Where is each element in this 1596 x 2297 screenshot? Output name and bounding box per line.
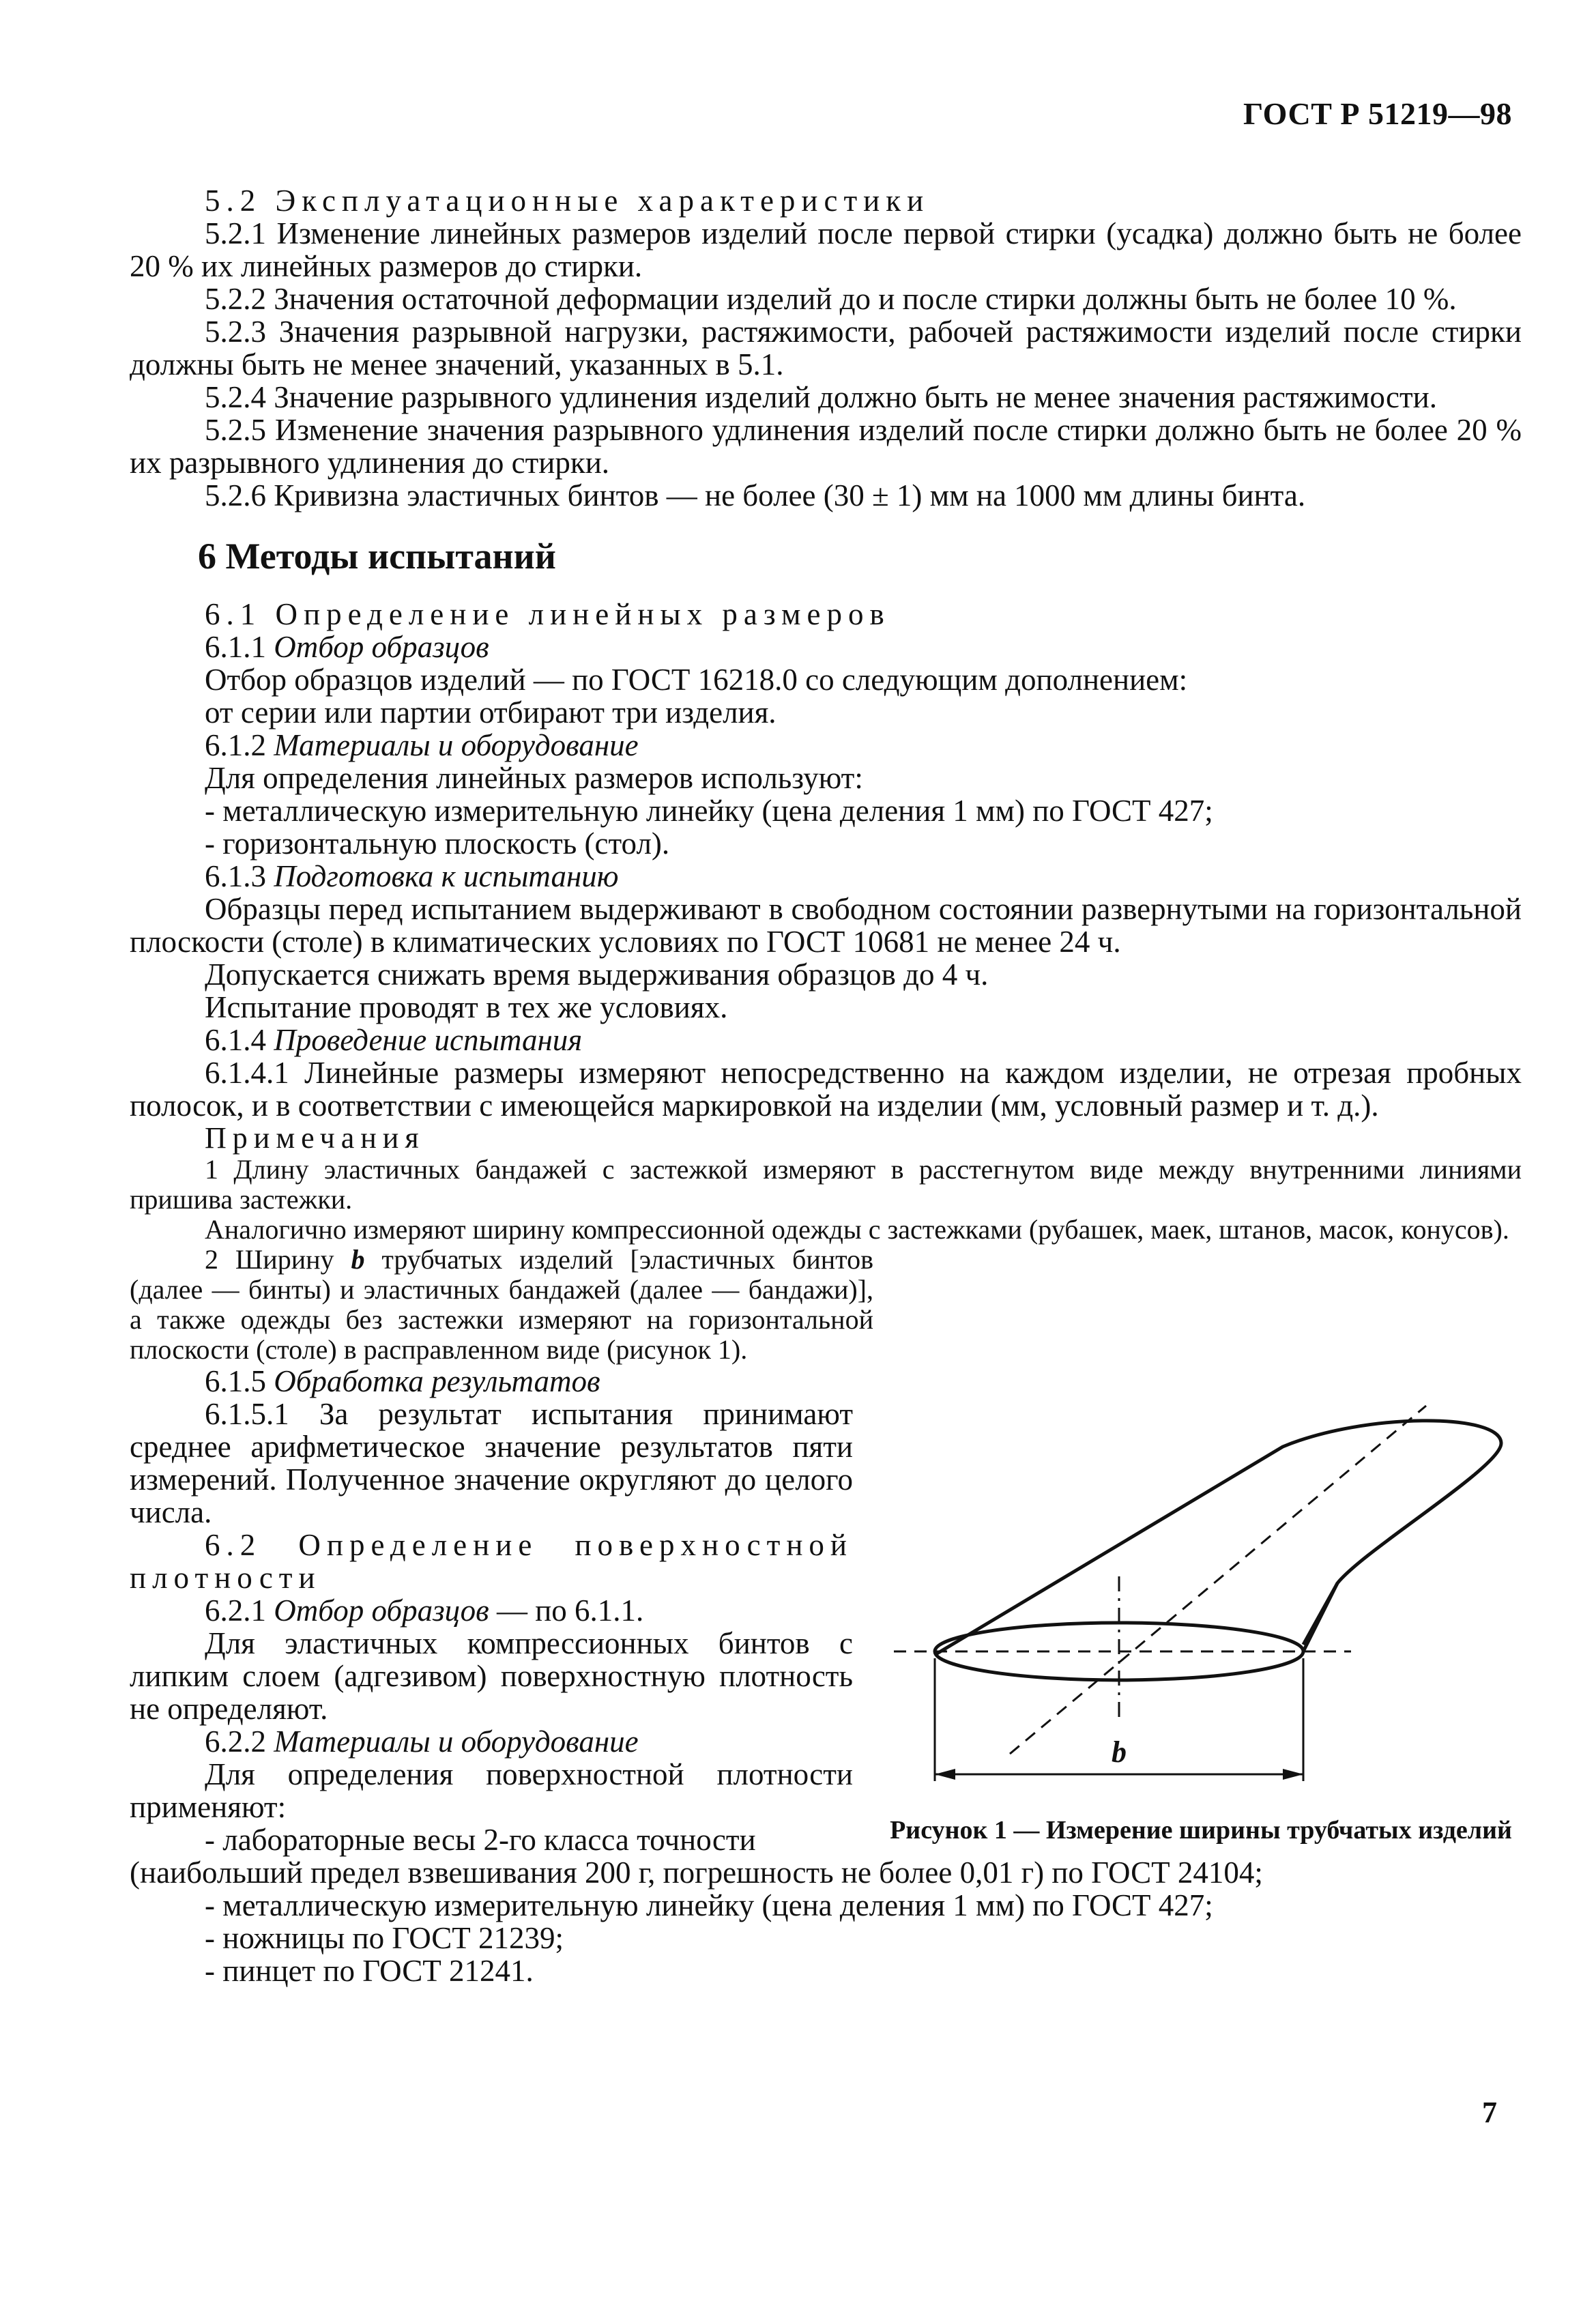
clause-title: Материалы и оборудование [274, 728, 639, 762]
paragraph-6-1-1-a: Отбор образцов изделий — по ГОСТ 16218.0 со следующим дополнением: [205, 663, 1188, 697]
clause-number: 6.1.2 [205, 728, 274, 762]
clause-6-2-1 [130, 1594, 853, 1627]
paragraph-6-2-2: Для определения поверхностной плотности применяют: [130, 1757, 853, 1824]
note-2-symbol: b [351, 1244, 365, 1275]
subsection-title-6-2: 6.2 Определение поверхностной плотности [130, 1528, 853, 1595]
clause-title: Отбор образцов [274, 630, 489, 664]
clause-number: 6.1.3 [205, 859, 274, 893]
clause-6-1-1 [130, 631, 1522, 663]
clause-6-2-2 [130, 1725, 853, 1758]
list-item: - металлическую измерительную линейку (цена деления 1 мм) по ГОСТ 427; [205, 1888, 1213, 1922]
note-2-text: трубчатых изделий [эластичных бинтов (далее — бинты) и эластичных бандажей (далее — бандажи)], а также одежды без застежки измеряют на горизонтальной плоскости (столе) в расправленном виде (рисунок 1). [130, 1244, 873, 1365]
note-1-continued: Аналогично измеряют ширину компрессионной одежды с застежками (рубашек, маек, штанов, масок, конусов). [205, 1214, 1509, 1245]
list-item: - пинцет по ГОСТ 21241. [205, 1954, 534, 1988]
page-number: 7 [1482, 2096, 1497, 2129]
figure-1 [887, 1372, 1515, 1877]
note-2 [130, 1245, 873, 1365]
note-1: 1 Длину эластичных бандажей с застежкой измеряют в расстегнутом виде между внутренними линиями пришива застежки. [130, 1154, 1522, 1215]
paragraph-6-1-5-1: 6.1.5.1 За результат испытания принимают среднее арифметическое значение результатов пяти измерений. Полученное значение округляют до целого числа. [130, 1397, 853, 1529]
clause-title: Обработка результатов [274, 1364, 600, 1398]
list-item: - лабораторные весы 2-го класса точности [205, 1823, 756, 1857]
note-2-lead: 2 Ширину [205, 1244, 351, 1275]
paragraph-5-2-4: 5.2.4 Значение разрывного удлинения изделий должно быть не менее значения растяжимости. [205, 380, 1437, 414]
clause-number: 6.2.1 [205, 1593, 274, 1628]
paragraph-6-1-4-1: 6.1.4.1 Линейные размеры измеряют непосредственно на каждом изделии, не отрезая пробных полосок, и в соответствии с имеющейся маркировкой на изделии (мм, условный размер и т. д.). [130, 1056, 1522, 1123]
list-item-continued: (наибольший предел взвешивания 200 г, погрешность не более 0,01 г) по ГОСТ 24104; [130, 1855, 1263, 1890]
clause-title: Проведение испытания [274, 1023, 583, 1057]
subsection-title-5-2: 5.2 Эксплуатационные характеристики [205, 184, 930, 218]
dimension-arrow-left [935, 1769, 955, 1780]
dimension-arrow-right [1283, 1769, 1303, 1780]
paragraph-6-2-1: Для эластичных компрессионных бинтов с липким слоем (адгезивом) поверхностную плотность не определяют. [130, 1626, 853, 1726]
clause-number: 6.1.1 [205, 630, 274, 664]
paragraph-6-1-2: Для определения линейных размеров используют: [205, 761, 863, 795]
tube-width-diagram [887, 1372, 1515, 1808]
paragraph-5-2-3: 5.2.3 Значения разрывной нагрузки, растяжимости, рабочей растяжимости изделий после стирки должны быть не менее значений, указанных в 5.1. [130, 315, 1522, 381]
notes-title: Примечания [205, 1121, 425, 1155]
section-title-6: 6 Методы испытаний [198, 536, 556, 577]
clause-number: 6.2.2 [205, 1724, 274, 1759]
clause-number: 6.1.4 [205, 1023, 274, 1057]
axis-line [1010, 1406, 1426, 1754]
clause-6-1-4 [130, 1024, 1522, 1056]
left-column [130, 1365, 853, 1856]
clause-6-1-3 [130, 860, 1522, 893]
paragraph-6-1-3-a: Образцы перед испытанием выдерживают в свободном состоянии развернутыми на горизонтальной плоскости (столе) в климатических условиях по ГОСТ 10681 не менее 24 ч. [130, 892, 1522, 959]
clause-title: Подготовка к испытанию [274, 859, 619, 893]
paragraph-5-2-5: 5.2.5 Изменение значения разрывного удлинения изделий после стирки должно быть не более 20 % их разрывного удлинения до стирки. [130, 413, 1522, 480]
paragraph-5-2-1: 5.2.1 Изменение линейных размеров изделий после первой стирки (усадка) должно быть не более 20 % их линейных размеров до стирки. [130, 216, 1522, 283]
paragraph-6-1-3-c: Испытание проводят в тех же условиях. [205, 990, 728, 1024]
paragraph-5-2-6: 5.2.6 Кривизна эластичных бинтов — не более (30 ± 1) мм на 1000 мм длины бинта. [205, 478, 1306, 512]
figure-caption: Рисунок 1 — Измерение ширины трубчатых изделий [890, 1816, 1512, 1845]
clause-number: 6.1.5 [205, 1364, 274, 1398]
paragraph-6-1-3-b: Допускается снижать время выдерживания образцов до 4 ч. [205, 957, 989, 992]
list-item: - ножницы по ГОСТ 21239; [205, 1921, 564, 1955]
paragraph-6-1-1-b: от серии или партии отбирают три изделия. [205, 695, 777, 729]
tube-outline [935, 1421, 1501, 1655]
clause-title: Материалы и оборудование [274, 1724, 639, 1759]
clause-title: Отбор образцов [274, 1593, 489, 1628]
subsection-title-6-1: 6.1 Определение линейных размеров [205, 597, 890, 631]
clause-6-1-5 [130, 1365, 853, 1398]
list-item: - металлическую измерительную линейку (цена деления 1 мм) по ГОСТ 427; [205, 794, 1213, 828]
document-code-header: ГОСТ Р 51219—98 [1243, 96, 1512, 131]
clause-rest: — по 6.1.1. [489, 1593, 644, 1628]
paragraph-5-2-2: 5.2.2 Значения остаточной деформации изделий до и после стирки должны быть не более 10 %. [205, 282, 1457, 316]
dimension-label-b: b [1112, 1735, 1127, 1769]
list-item: - горизонтальную плоскость (стол). [205, 826, 670, 861]
clause-6-1-2 [130, 729, 1522, 762]
tube-edge-lower [1303, 1583, 1337, 1651]
